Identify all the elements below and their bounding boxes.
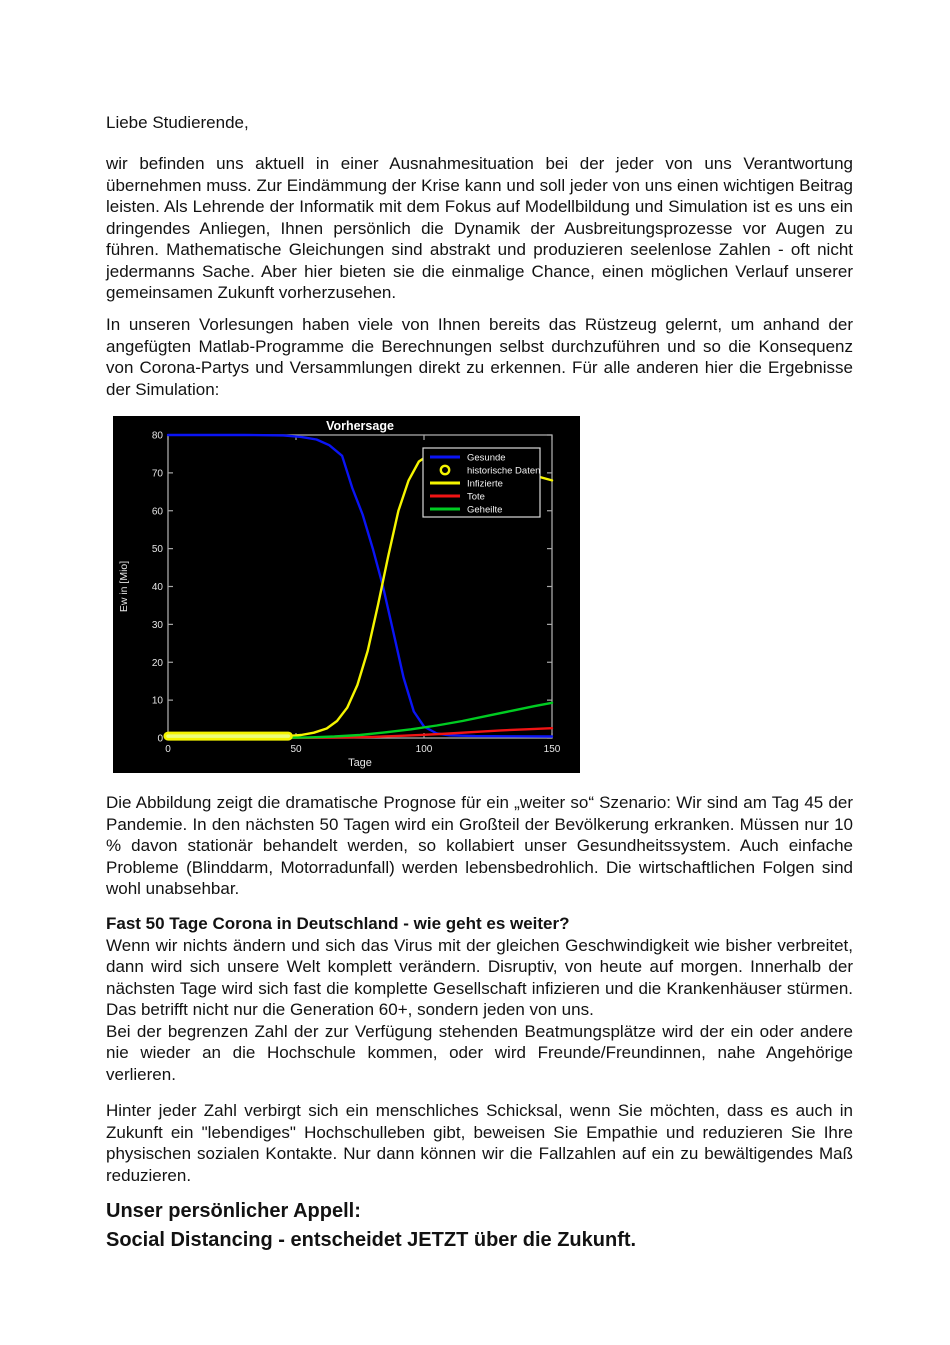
y-tick-label: 40 [151, 582, 163, 593]
paragraph-figure-description: Die Abbildung zeigt die dramatische Prognose für ein „weiter so“ Szenario: Wir sind am Tag 45 der Pandemie. In den nächsten 50 Tagen wird ein Großteil der Bevölkerung erkranken. Müssen nur 10 % davon stationär behandelt werden, so kollabiert unser Gesundheitssystem. Auch einfache Probleme (Blinddarm, Motorradunfall) werden lebensbedrohlich. Die wirtschaftlichen Folgen sind wohl unabsehbar. [106, 793, 853, 898]
x-tick-label: 150 [543, 744, 561, 755]
appeal-line-2: Social Distancing - entscheidet JETZT über die Zukunft. [106, 1229, 637, 1251]
y-axis-label: Ew in [Mio] [118, 560, 130, 613]
section-50-tage [106, 913, 853, 1085]
legend-label: Geheilte [467, 504, 503, 516]
appeal-line-1: Unser persönlicher Appell: [106, 1200, 361, 1222]
section-heading: Fast 50 Tage Corona in Deutschland - wie geht es weiter? [106, 914, 570, 933]
legend [423, 448, 540, 517]
paragraph-intro: wir befinden uns aktuell in einer Ausnahmesituation bei der jeder von uns Verantwortung übernehmen muss. Zur Eindämmung der Krise kann und soll jeder von uns einen wichtigen Beitrag leisten. Als Lehrende der Informatik mit dem Fokus auf Modellbildung und Simulation ist es uns ein dringendes Anliegen, Ihnen persönlich die Dynamik der Ausbreitungsprozesse vor Augen zu führen. Mathematische Gleichungen sind abstrakt und produzieren seelenlose Zahlen - oft nicht jedermanns Sache. Aber hier bieten sie die einmalige Chance, einen möglichen Verlauf unserer gemeinsamen Zukunft vorherzusehen. [106, 154, 853, 302]
vorhersage-figure [113, 416, 580, 773]
y-tick-label: 0 [157, 733, 163, 745]
paragraph-lectures: In unseren Vorlesungen haben viele von Ihnen bereits das Rüstzeug gelernt, um anhand der angefügten Matlab-Programme die Berechnungen selbst durchzuführen und so die Konsequenz von Corona-Partys und Versammlungen direkt zu erkennen. Für alle anderen hier die Ergebnisse der Simulation: [106, 315, 853, 399]
x-axis-label: Tage [348, 757, 372, 769]
legend-label: Tote [467, 491, 485, 503]
y-tick-label: 20 [151, 657, 163, 669]
y-tick-label: 60 [151, 506, 163, 518]
appeal [106, 1197, 853, 1255]
chart-title: Vorhersage [326, 419, 394, 433]
x-tick-label: 50 [290, 744, 302, 755]
y-tick-label: 80 [151, 430, 163, 442]
y-tick-label: 10 [151, 695, 163, 707]
legend-label: Infizierte [467, 478, 503, 490]
legend-label: Gesunde [467, 452, 506, 464]
y-tick-label: 30 [151, 619, 163, 631]
paragraph-scenario: Wenn wir nichts ändern und sich das Virus mit der gleichen Geschwindigkeit wie bisher verbreitet, dann wird sich unsere Welt komplett verändern. Disruptiv, von heute auf morgen. Innerhalb der nächsten Tage wird sich fast die komplette Gesellschaft infizieren und die Krankenhäuser stürmen. Das betrifft nicht nur die Generation 60+, sondern jeden von uns. [106, 935, 853, 1019]
greeting: Liebe Studierende, [106, 113, 249, 132]
x-tick-label: 0 [165, 744, 171, 755]
x-tick-label: 100 [415, 744, 433, 755]
y-tick-label: 50 [151, 544, 163, 556]
paragraph-beatmung: Bei der begrenzen Zahl der zur Verfügung stehenden Beatmungsplätze wird der ein oder andere nie wieder an die Hochschule kommen, oder wird Freunde/Freundinnen, nahe Angehörige verlieren. [106, 1021, 853, 1084]
legend-label: historische Daten [467, 465, 541, 477]
paragraph-empathie: Hinter jeder Zahl verbirgt sich ein menschliches Schicksal, wenn Sie möchten, dass es auch in Zukunft ein "lebendiges" Hochschulleben gibt, beweisen Sie Empathie und reduzieren Sie Ihre physischen sozialen Kontakte. Nur dann können wir die Fallzahlen auf ein zu bewältigendes Maß reduzieren. [106, 1101, 853, 1185]
y-tick-label: 70 [151, 468, 163, 480]
